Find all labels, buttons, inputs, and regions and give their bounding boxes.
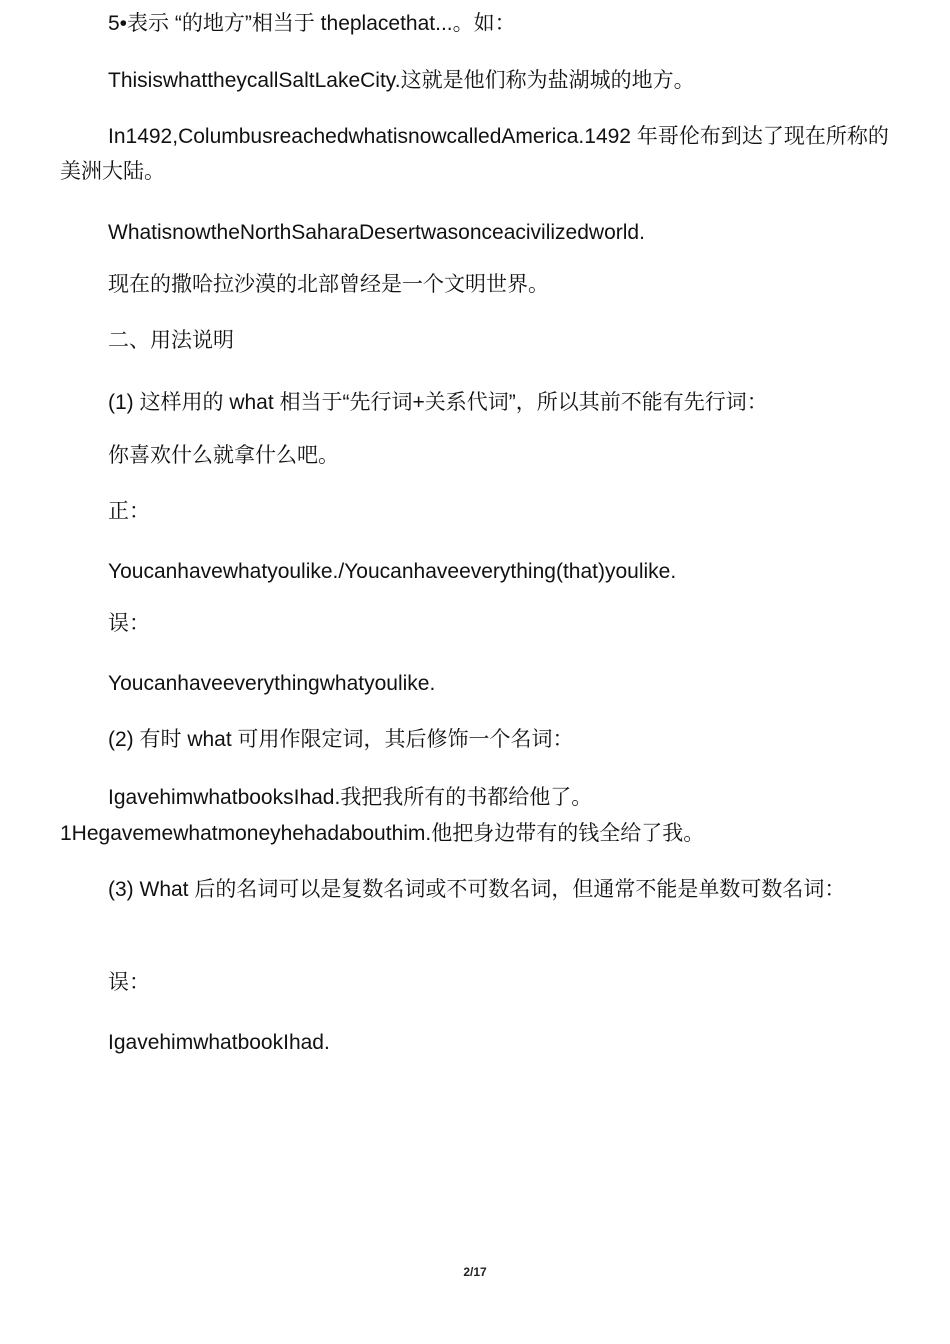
paragraph-rule-2-example-1: IgavehimwhatbooksIhad.我把我所有的书都给他了。 <box>108 786 593 809</box>
section-heading-usage: 二、用法说明 <box>108 329 234 352</box>
paragraph-heading-5: 5•表示 “的地方”相当于 theplacethat...。如： <box>108 12 516 35</box>
paragraph-wrong-example: Youcanhaveeverythingwhatyoulike. <box>108 672 436 695</box>
paragraph-rule-1-zh: 你喜欢什么就拿什么吧。 <box>108 444 339 467</box>
paragraph-rule-1: (1) 这样用的 what 相当于“先行词+关系代词”，所以其前不能有先行词： <box>108 391 768 414</box>
paragraph-example-2: In1492,ColumbusreachedwhatisnowcalledAmerica.1492 年哥伦布到达了现在所称的美洲大陆。 <box>60 125 889 183</box>
page-number: 2/17 <box>463 1265 487 1279</box>
paragraph-rule-2-example-2: 1Hegavemewhatmoneyhehadabouthim.他把身边带有的钱全给了我。 <box>60 822 705 845</box>
paragraph-example-3-en: WhatisnowtheNorthSaharaDesertwasonceacivilizedworld. <box>108 221 645 244</box>
paragraph-rule-3: (3) What 后的名词可以是复数名词或不可数名词，但通常不能是单数可数名词： <box>108 878 846 901</box>
paragraph-correct-example: Youcanhavewhatyoulike./Youcanhaveeverything(that)youlike. <box>108 560 677 583</box>
paragraph-example-1: ThisiswhattheycallSaltLakeCity.这就是他们称为盐湖城的地方。 <box>108 69 695 92</box>
label-correct: 正： <box>108 500 150 523</box>
label-wrong-2: 误： <box>108 971 150 994</box>
paragraph-rule-3-wrong-example: IgavehimwhatbookIhad. <box>108 1031 330 1054</box>
paragraph-example-3-zh: 现在的撒哈拉沙漠的北部曾经是一个文明世界。 <box>108 273 549 296</box>
label-wrong: 误： <box>108 612 150 635</box>
paragraph-rule-2: (2) 有时 what 可用作限定词，其后修饰一个名词： <box>108 728 574 751</box>
